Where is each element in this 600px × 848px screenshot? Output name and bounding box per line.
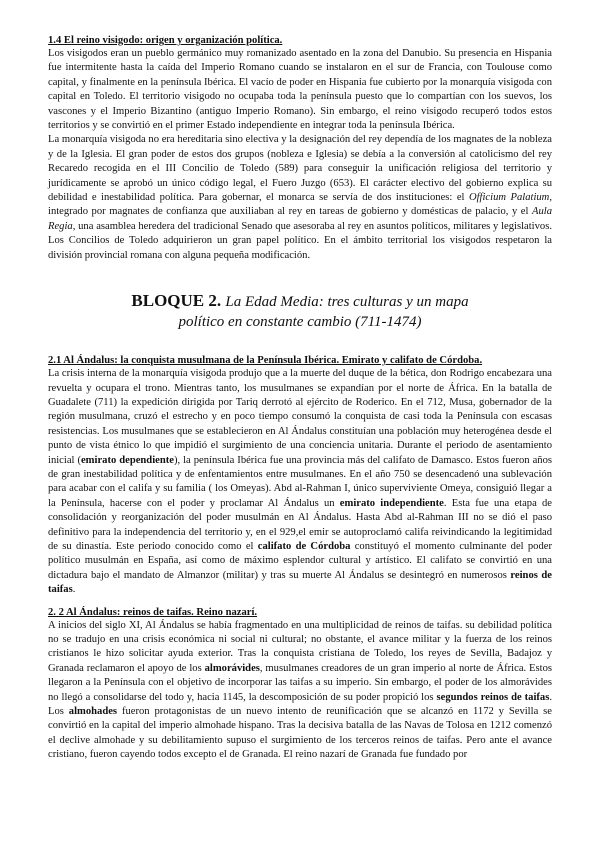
text-run: ), la península Ibérica fue una provincia más del califato de Damasco. Estos fueron años de gran inestabilidad política y de enfentamientos entre musulmanes. En el año 750 se desencadenó una sublevación para acabar con el califa y su familia ( los Omeyas). Abd al-Rahman I, único superviviente Omeya, consiguió llegar a la Península, hacerse con el poder y proclamar Al Ándalus un xyxy=(48,454,552,509)
keyword-almohades: almohades xyxy=(68,706,118,718)
block-2-subtitle-line-2: político en constante cambio (711-1474) xyxy=(178,314,422,331)
section-1-4-paragraph-2 xyxy=(48,133,552,263)
text-run: . Los xyxy=(48,691,552,718)
block-2-label: BLOQUE 2. xyxy=(131,291,222,311)
keyword-segundos-reinos-de-taifas: segundos reinos de taifas xyxy=(436,691,550,703)
section-1-4-paragraph-1: Los visigodos eran un pueblo germánico muy romanizado asentado en la zona del Danubio. Su presencia en Hispania fue intermitente hasta la caída del Imperio Romano cuando se instalaron en el sur de Francia, con Toulouse como capital, y finalmente en la península Ibérica. El vacío de poder en Hispania fue cubierto por la monarquía visigoda con capital en Toledo. El territorio visigodo no ocupaba toda la península puesto que lo compartían con los suevos, los vascones y el Imperio Bizantino (antiguo Imperio Romano). Sin embargo, el reino visigodo recuperó todos estos territorios y se convirtió en el primer Estado independiente en integrar toda la península Ibérica. xyxy=(48,48,552,132)
section-2-2-paragraph xyxy=(48,619,552,763)
text-run: , integrado por magnates de confianza que auxiliaban al rey en tareas de gobierno y domésticas de palacio, y el xyxy=(48,192,552,218)
italic-term-aula-regia: Aula Regia xyxy=(48,206,552,232)
section-2-2-heading: 2. 2 Al Ándalus: reinos de taifas. Reino nazarí. xyxy=(48,606,258,618)
text-run: La crisis interna de la monarquía visigoda produjo que a la muerte del duque de la bética, don Rodrigo encabezara una revuelta y ocupara el trono. Mientras tanto, los musulmanes se expandían por el norte de África. En la batalla de Guadalete (711) la expedición dirigida por Tariq derrotó al ejército de Roderico. En el 712, Musa, gobernador de la región musulmana, cruzó el estrecho y en poco tiempo consumó la conquista de casi toda la Península con escasas resistencias. Los musulmanes que se establecieron en Al Ándalus constituían una población muy heterogénea desde el punto de vista étnico lo que impidió el surgimiento de una conciencia unitaria. Durante el periodo de asentamiento inicial ( xyxy=(48,368,552,466)
block-2-title xyxy=(48,291,552,332)
section-2-1-paragraph xyxy=(48,367,552,598)
text-run: fueron protagonistas de un nuevo intento de reunificación que se alcanzó en 1172 y Sevilla se convirtió en la capital del imperio almohade hispano. Tras la decisiva batalla de las Navas de Tolosa en 1212 comenzó el declive almohade y su debilitamiento supuso el surgimiento de los terceros reinos de taifas. Pero ante el avance cristiano, fueron cayendo todos excepto el de Granada. El reino nazarí de Granada fue fundado por xyxy=(48,706,552,761)
text-run: constituyó el momento culminante del poder político musulmán en España, así como de máximo esplendor cultural y artístico. El califato se convirtió en una dictadura bajo el mandato de Almanzor (militar) y tras su muerte Al Ándalus se desintegró en numerosos xyxy=(48,540,552,581)
text-run: . Esta fue una etapa de consolidación y reorganización del poder musulmán en Al Ándalus. Hasta Abd al-Rahman III no se dió el paso definitivo para la independencia del territorio y, en el 929,el emir se autoproclamó califa reivindicando la legitimidad de su dinastía. Este periodo conocido como el xyxy=(48,497,553,552)
section-1-4-heading: 1.4 El reino visigodo: origen y organización política. xyxy=(48,35,283,46)
text-run: , una asamblea heredera del tradicional Senado que asesoraba al rey en asuntos políticos, militares y legislativos. Los Concilios de Toledo adquirieron un gran papel político. En el ámbito territorial los visigodos respetaron la división provincial romana con alguna pequeña modificación. xyxy=(48,220,552,261)
keyword-emirato-independiente: emirato independiente xyxy=(339,497,444,509)
spacer xyxy=(48,598,552,606)
keyword-almoravides: almorávides xyxy=(204,662,260,674)
text-run: , musulmanes creadores de un gran imperio al norte de África. Estos llegaron a la Península con el objetivo de incorporar las taifas a su imperio. Sin embargo, el poder de los almorávides no llegó a consolidarse del todo y, hacia 1145, la descomposición de su poder propició los xyxy=(48,662,552,703)
keyword-califato-cordoba: califato de Córdoba xyxy=(257,540,351,552)
keyword-emirato-dependiente: emirato dependiente xyxy=(80,454,174,466)
block-2-subtitle-line-1: La Edad Media: tres culturas y un mapa xyxy=(225,294,469,311)
text-run: A inicios del siglo XI, Al Ándalus se había fragmentado en una multiplicidad de reinos de taifas. su debilidad política no se tradujo en una crisis económica ni social ni cultural; no obstante, el avance militar y la fuerza de los reinos cristianos le hizo solicitar ayuda exterior. Tras la conquista cristiana de Toledo, los reyes de Sevilla, Badajoz y Granada reclamaron el apoyo de los xyxy=(48,619,552,674)
keyword-reinos-de-taifas: reinos de taifas xyxy=(48,569,552,596)
section-2-1-heading: 2.1 Al Ándalus: la conquista musulmana de la Península Ibérica. Emirato y califato de Córdoba. xyxy=(48,355,483,367)
italic-term-officium-palatium: Officium Palatium xyxy=(468,192,550,204)
text-run: . xyxy=(72,584,76,596)
text-run: La monarquía visigoda no era hereditaria sino electiva y la designación del rey dependía de los magnates de la nobleza y de la Iglesia. El gran poder de estos dos grupos (nobleza e Iglesia) se debía a la conversión al catolicismo del rey Recaredo recogida en el III Concilio de Toledo (589) para conseguir la unificación religiosa del territorio y jurídicamente se aprobó un único código legal, el Fuero Juzgo (653). El carácter electivo del gobierno explica su debilidad e inestabilidad política. Para gobernar, el monarca se servía de dos instituciones: el xyxy=(48,134,552,204)
